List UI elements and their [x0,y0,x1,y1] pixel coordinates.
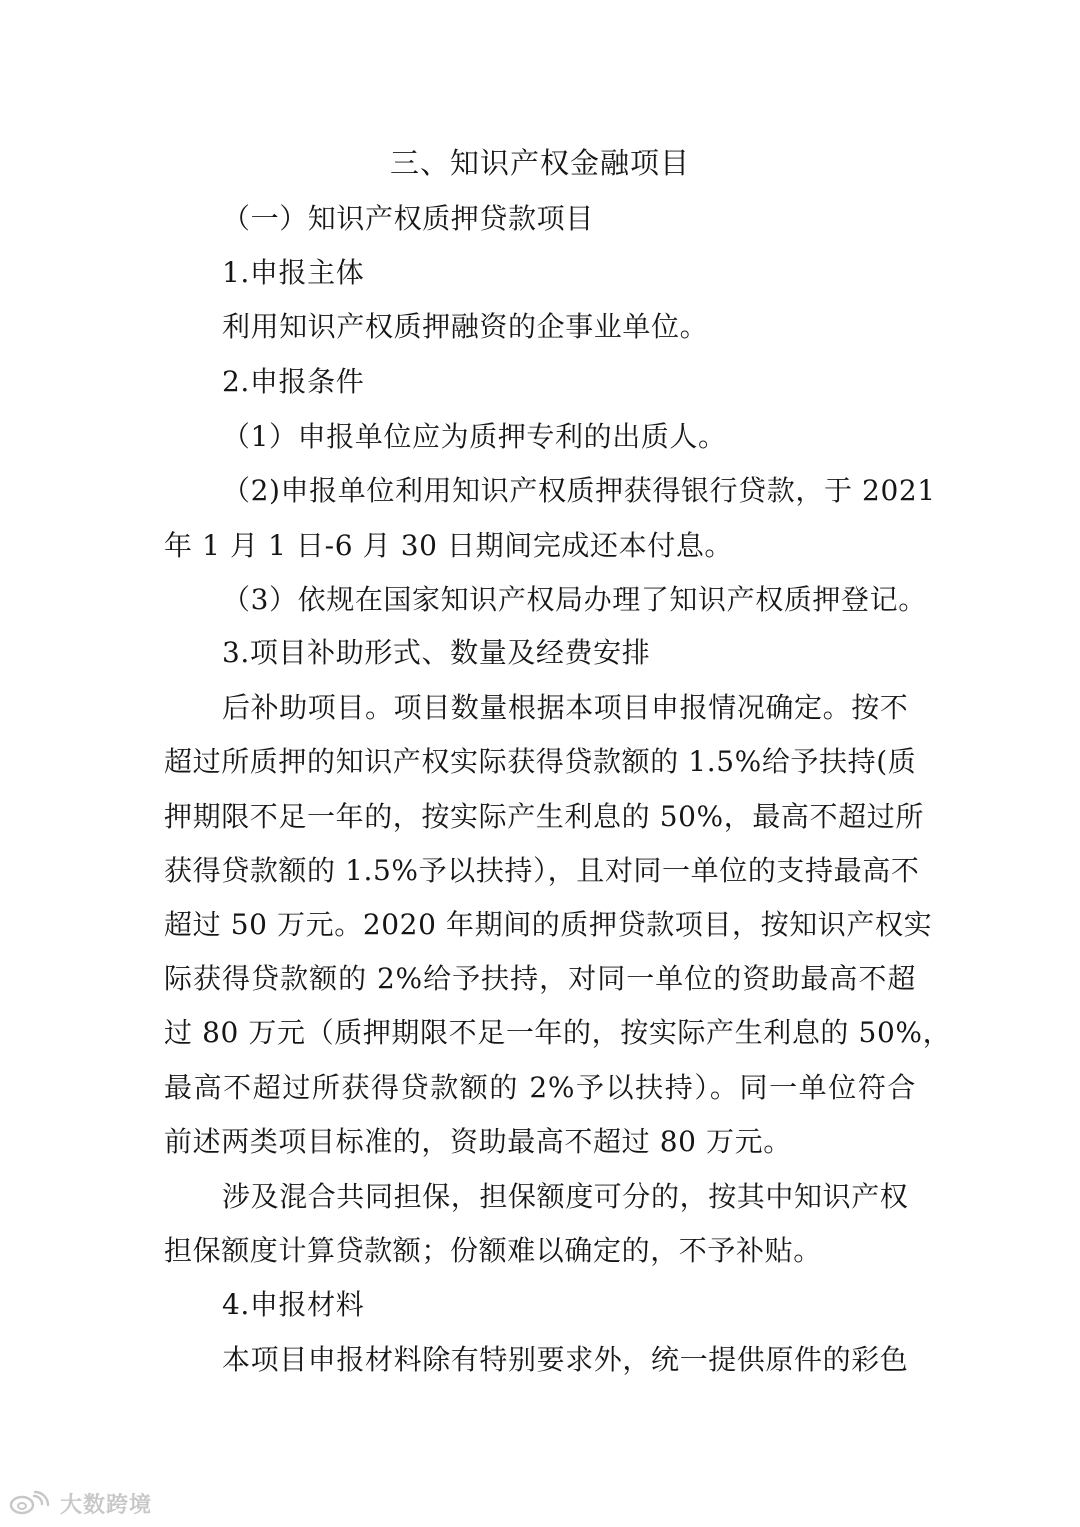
subsection-heading: （一）知识产权质押贷款项目 [222,202,594,235]
paragraph-line: 超过所质押的知识产权实际获得贷款额的 1.5%给予扶持(质 [164,745,917,778]
paragraph-line: 最高不超过所获得贷款额的 2%予以扶持）。同一单位符合 [164,1071,916,1104]
item-heading: 3.项目补助形式、数量及经费安排 [222,636,651,669]
item-heading: 2.申报条件 [222,365,365,398]
paragraph-line: 前述两类项目标准的，资助最高不超过 80 万元。 [164,1125,792,1158]
paragraph-line: （2)申报单位利用知识产权质押获得银行贷款，于 2021 [222,474,936,507]
paragraph-line: 年 1 月 1 日-6 月 30 日期间完成还本付息。 [164,529,734,562]
watermark-text: 大数跨境 [60,1492,153,1518]
watermark [8,1488,152,1518]
paragraph-line: 利用知识产权质押融资的企事业单位。 [222,310,709,343]
section-title: 三、知识产权金融项目 [389,146,690,180]
paragraph-line: 际获得贷款额的 2%给予扶持，对同一单位的资助最高不超 [164,962,916,995]
paragraph-line: 涉及混合共同担保，担保额度可分的，按其中知识产权 [222,1180,909,1213]
item-heading: 1.申报主体 [222,256,365,289]
paragraph-line: 后补助项目。项目数量根据本项目申报情况确定。按不 [222,691,909,724]
item-heading: 4.申报材料 [222,1288,365,1321]
paragraph-line: 本项目申报材料除有特别要求外，统一提供原件的彩色 [222,1343,909,1376]
paragraph-line: （3）依规在国家知识产权局办理了知识产权质押登记。 [222,583,927,616]
paragraph-line: 超过 50 万元。2020 年期间的质押贷款项目，按知识产权实 [164,908,933,941]
paragraph-line: 过 80 万元（质押期限不足一年的，按实际产生利息的 50%， [164,1016,952,1049]
weibo-logo-icon [8,1490,54,1516]
paragraph-line: 押期限不足一年的，按实际产生利息的 50%，最高不超过所 [164,800,924,833]
paragraph-line: （1）申报单位应为质押专利的出质人。 [222,420,727,453]
paragraph-line: 担保额度计算贷款额；份额难以确定的，不予补贴。 [164,1234,822,1267]
paragraph-line: 获得贷款额的 1.5%予以扶持），且对同一单位的支持最高不 [164,854,920,887]
